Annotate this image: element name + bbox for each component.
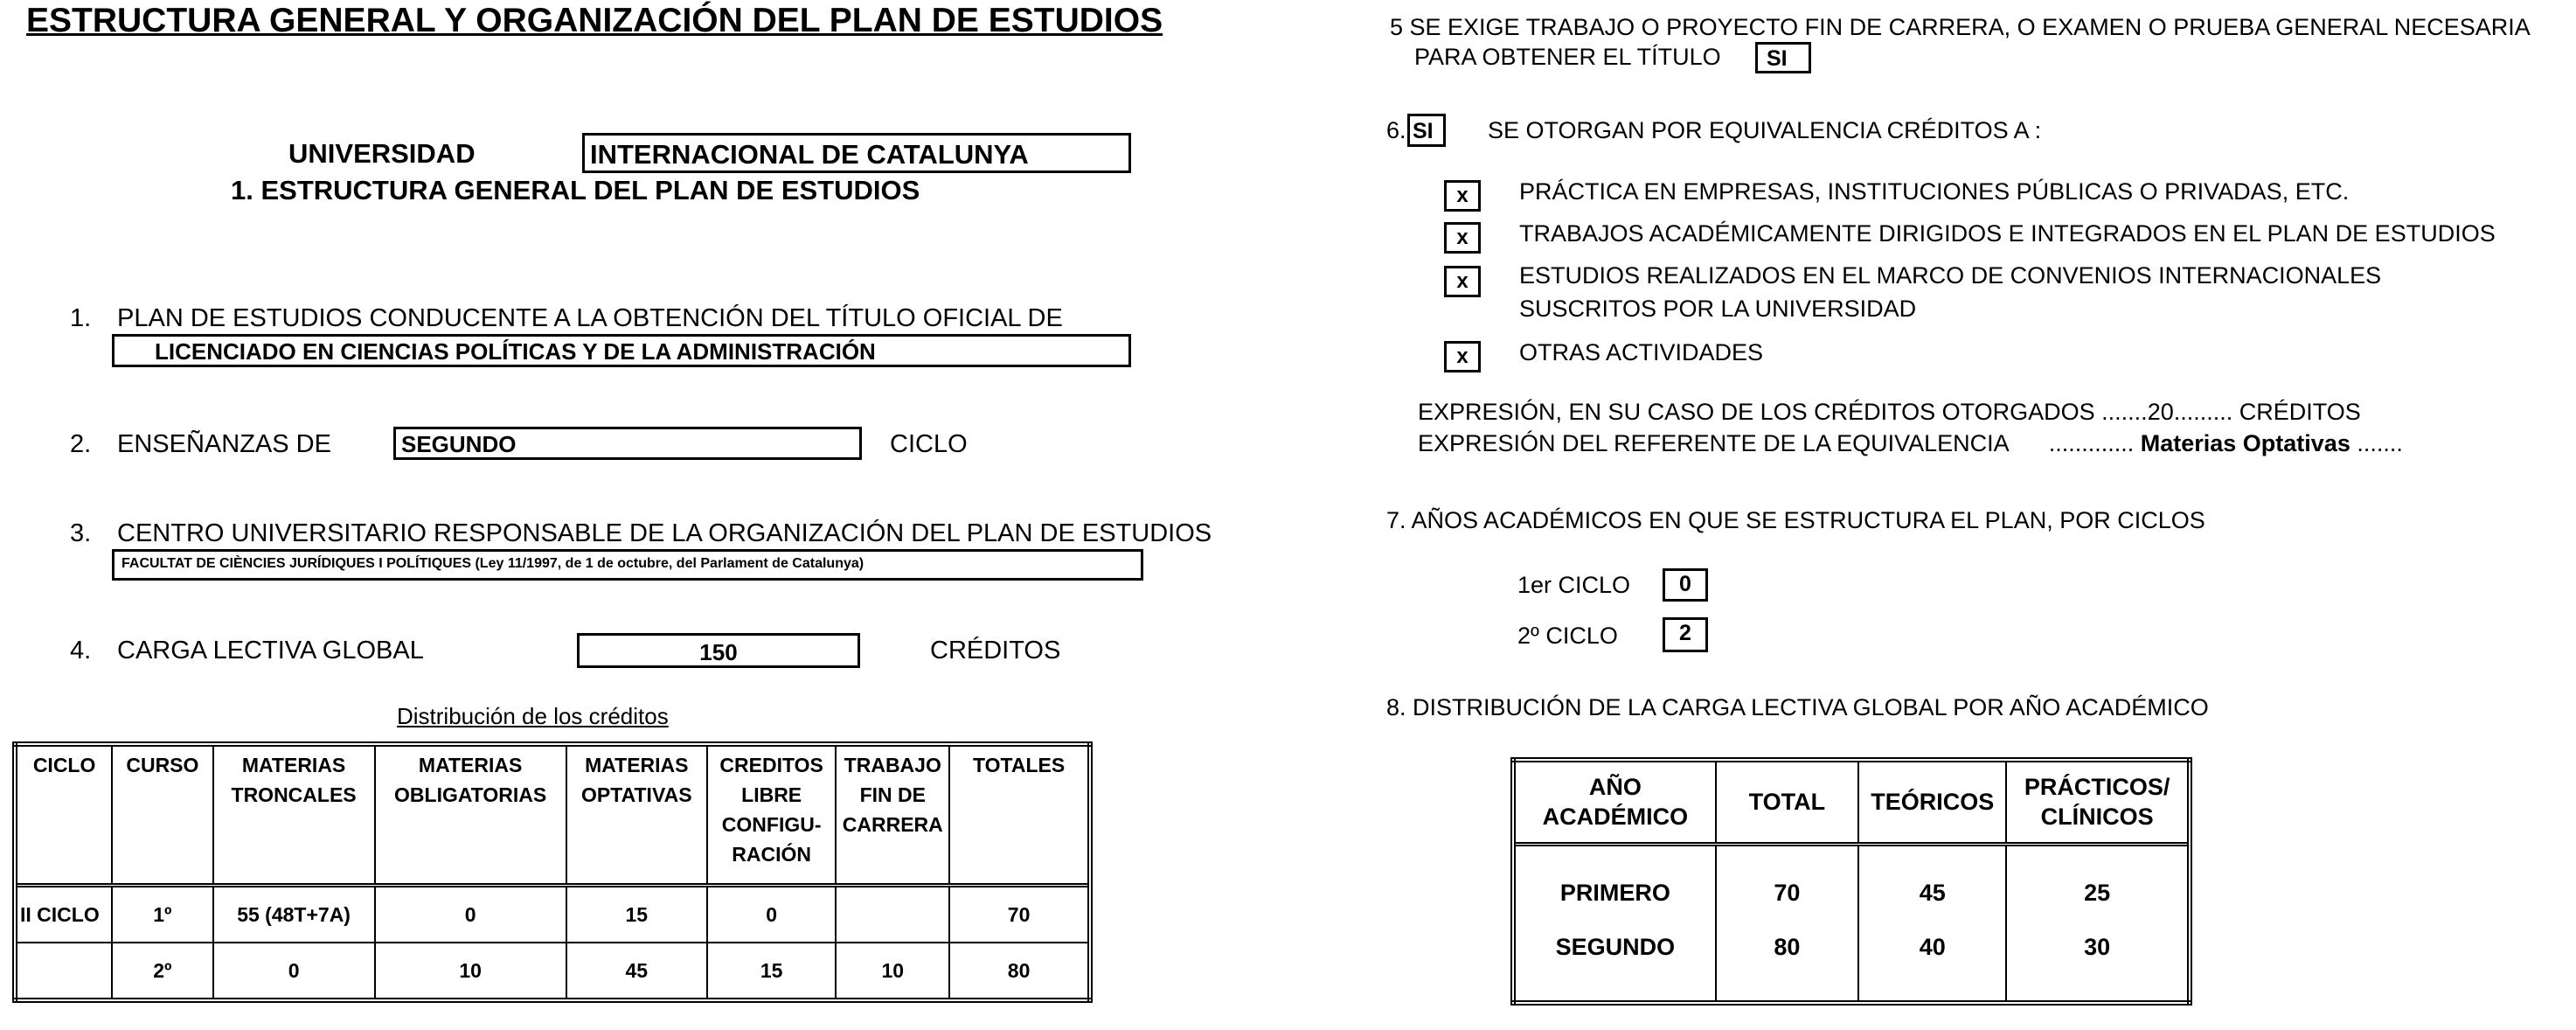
table-cell: 25 30 xyxy=(2006,844,2190,1003)
item7-label: 7. AÑOS ACADÉMICOS EN QUE SE ESTRUCTURA EL PLAN, POR CICLOS xyxy=(1386,507,2205,533)
table-cell: 0 xyxy=(213,943,375,1000)
universidad-value: INTERNACIONAL DE CATALUNYA xyxy=(590,139,1029,170)
item6-value: SI xyxy=(1413,119,1434,143)
item4-field xyxy=(577,633,860,668)
item4-label: CARGA LECTIVA GLOBAL xyxy=(117,637,424,665)
item6-number: 6. xyxy=(1386,117,1406,143)
table-cell: 10 xyxy=(375,943,566,1000)
expr-credits-line xyxy=(1418,399,2361,426)
cycle-label: 1er CICLO xyxy=(1517,572,1631,598)
table-row xyxy=(1513,844,2190,1003)
item1-label: PLAN DE ESTUDIOS CONDUCENTE A LA OBTENCIÓN DEL TÍTULO OFICIAL DE xyxy=(117,304,1063,332)
item6-field xyxy=(1407,114,1446,147)
checkbox-practica[interactable]: x xyxy=(1444,180,1481,212)
expr-referente-tail: ....... xyxy=(2357,430,2403,456)
header-cell: PRÁCTICOS/ CLÍNICOS xyxy=(2006,760,2190,844)
item4-value: 150 xyxy=(699,639,738,665)
item4-number: 4. xyxy=(70,637,92,665)
item2-field xyxy=(393,427,862,460)
table-cell: 70 80 xyxy=(1716,844,1858,1003)
expr-credits-label: EXPRESIÓN, EN SU CASO DE LOS CRÉDITOS OTORGADOS ....... xyxy=(1418,399,2148,425)
expr-referente-label: EXPRESIÓN DEL REFERENTE DE LA EQUIVALENCIA xyxy=(1418,430,2010,456)
table-cell: 0 xyxy=(375,886,566,943)
option-label: PRÁCTICA EN EMPRESAS, INSTITUCIONES PÚBLICAS O PRIVADAS, ETC. xyxy=(1519,178,2350,205)
item1-value: LICENCIADO EN CIENCIAS POLÍTICAS Y DE LA ADMINISTRACIÓN xyxy=(155,338,876,365)
header-cell: CICLO xyxy=(15,744,112,886)
expr-referente-line xyxy=(1418,430,2403,457)
item8-label: 8. DISTRIBUCIÓN DE LA CARGA LECTIVA GLOBAL POR AÑO ACADÉMICO xyxy=(1386,694,2209,720)
page-title: ESTRUCTURA GENERAL Y ORGANIZACIÓN DEL PLAN DE ESTUDIOS xyxy=(26,2,1163,39)
header-cell: MATERIAS OBLIGATORIAS xyxy=(375,744,566,886)
credits-table-caption: Distribución de los créditos xyxy=(397,703,669,729)
cycle-value-box: 2 xyxy=(1663,617,1708,652)
item1-field xyxy=(112,334,1131,367)
header-cell: TOTAL xyxy=(1716,760,1858,844)
universidad-label: UNIVERSIDAD xyxy=(288,138,476,169)
header-cell: TRABAJO FIN DE CARRERA xyxy=(836,744,949,886)
academic-year-header xyxy=(1513,760,2190,844)
table-cell xyxy=(15,943,112,1000)
expr-credits-suffix: ......... CRÉDITOS xyxy=(2173,399,2361,425)
header-cell: MATERIAS OPTATIVAS xyxy=(566,744,707,886)
item1-number: 1. xyxy=(70,304,92,332)
table-cell: 2º xyxy=(112,943,212,1000)
expr-referente-value: Materias Optativas xyxy=(2140,430,2350,456)
item5-line1: 5 SE EXIGE TRABAJO O PROYECTO FIN DE CARRERA, O EXAMEN O PRUEBA GENERAL NECESARIA xyxy=(1390,14,2531,40)
item5-value: SI xyxy=(1767,46,1788,71)
item2-suffix: CICLO xyxy=(890,430,968,458)
option-label: TRABAJOS ACADÉMICAMENTE DIRIGIDOS E INTEGRADOS EN EL PLAN DE ESTUDIOS xyxy=(1519,220,2496,247)
cycle-value-box: 0 xyxy=(1663,568,1708,602)
item2-value: SEGUNDO xyxy=(401,431,517,457)
item2-number: 2. xyxy=(70,430,92,458)
item3-field xyxy=(112,549,1143,581)
item3-number: 3. xyxy=(70,519,92,547)
table-cell: II CICLO xyxy=(15,886,112,943)
expr-referente-dots: ............. xyxy=(2048,430,2135,456)
item3-label: CENTRO UNIVERSITARIO RESPONSABLE DE LA ORGANIZACIÓN DEL PLAN DE ESTUDIOS xyxy=(117,519,1212,547)
option-label: ESTUDIOS REALIZADOS EN EL MARCO DE CONVENIOS INTERNACIONALES xyxy=(1519,262,2382,289)
item3-value: FACULTAT DE CIÈNCIES JURÍDIQUES I POLÍTIQUES (Ley 11/1997, de 1 de octubre, del Parlament de Catalunya) xyxy=(122,556,864,571)
academic-year-table xyxy=(1510,757,2192,1006)
universidad-field xyxy=(582,133,1131,173)
header-cell: TEÓRICOS xyxy=(1858,760,2006,844)
table-cell: 45 xyxy=(566,943,707,1000)
header-cell: CREDITOS LIBRE CONFIGU- RACIÓN xyxy=(707,744,836,886)
table-cell: PRIMERO SEGUNDO xyxy=(1513,844,1716,1003)
option-label: OTRAS ACTIVIDADES xyxy=(1519,339,1764,365)
table-row xyxy=(15,943,1090,1000)
cycle-label: 2º CICLO xyxy=(1517,623,1618,649)
section-subtitle: 1. ESTRUCTURA GENERAL DEL PLAN DE ESTUDIOS xyxy=(231,175,920,205)
credits-table xyxy=(12,741,1093,1003)
table-cell: 15 xyxy=(566,886,707,943)
checkbox-estudios[interactable]: x xyxy=(1444,266,1481,297)
expr-credits-value: 20 xyxy=(2147,399,2174,425)
checkbox-otras[interactable]: x xyxy=(1444,341,1481,372)
option-label-continued: SUSCRITOS POR LA UNIVERSIDAD xyxy=(1519,296,1917,322)
table-cell: 15 xyxy=(707,943,836,1000)
table-cell: 70 xyxy=(949,886,1090,943)
header-cell: AÑO ACADÉMICO xyxy=(1513,760,1716,844)
table-cell: 80 xyxy=(949,943,1090,1000)
item4-suffix: CRÉDITOS xyxy=(930,637,1061,665)
item5-line2: PARA OBTENER EL TÍTULO xyxy=(1414,44,1721,70)
table-row xyxy=(15,886,1090,943)
table-cell: 1º xyxy=(112,886,212,943)
header-cell: MATERIAS TRONCALES xyxy=(213,744,375,886)
item2-label: ENSEÑANZAS DE xyxy=(117,430,331,458)
header-cell: CURSO xyxy=(112,744,212,886)
table-cell: 10 xyxy=(836,943,949,1000)
checkbox-trabajos[interactable]: x xyxy=(1444,222,1481,254)
item6-label: SE OTORGAN POR EQUIVALENCIA CRÉDITOS A : xyxy=(1488,117,2042,143)
item5-field xyxy=(1755,42,1811,73)
table-cell xyxy=(836,886,949,943)
header-cell: TOTALES xyxy=(949,744,1090,886)
credits-table-header xyxy=(15,744,1090,886)
table-cell: 55 (48T+7A) xyxy=(213,886,375,943)
table-cell: 45 40 xyxy=(1858,844,2006,1003)
table-cell: 0 xyxy=(707,886,836,943)
